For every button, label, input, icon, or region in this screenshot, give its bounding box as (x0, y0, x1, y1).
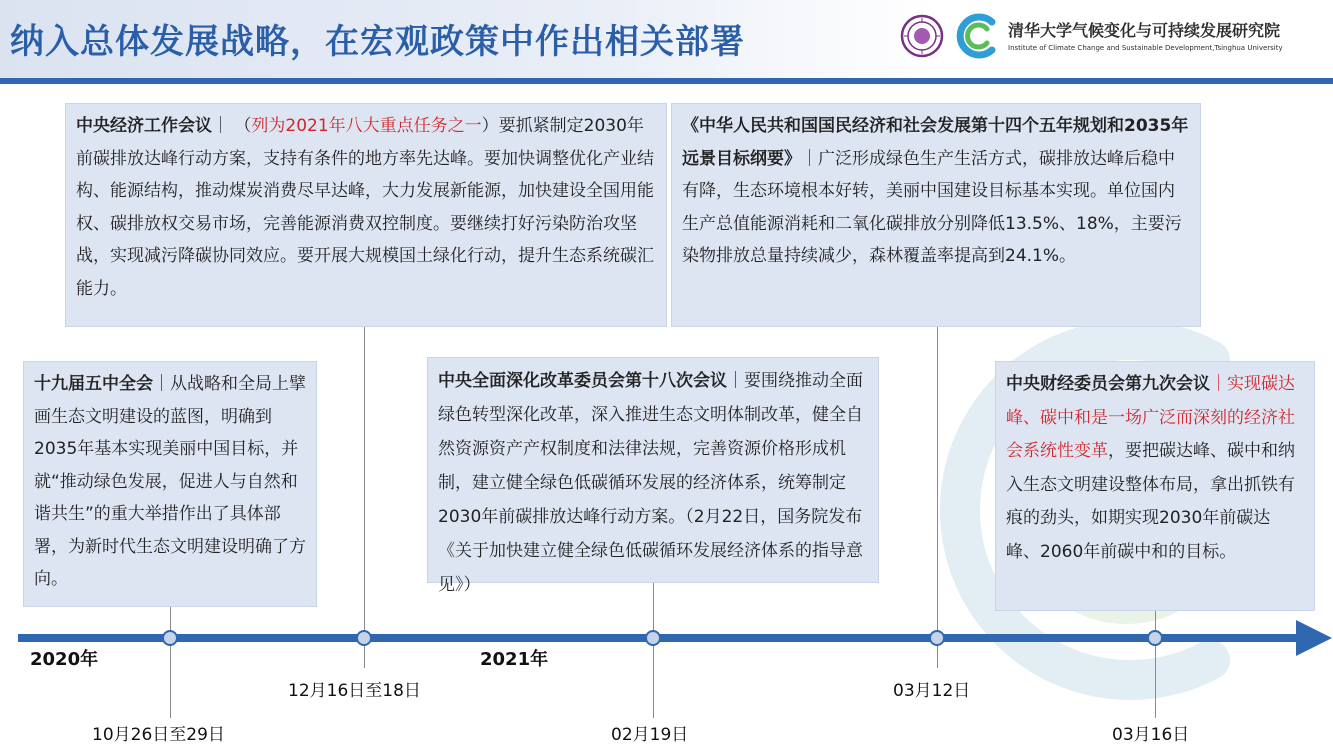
event-highlight: 列为2021年八大重点任务之一 (251, 116, 482, 136)
event-body: ｜要围绕推动全面绿色转型深化改革，深入推进生态文明体制改革，健全自然资源资产产权制度和法律法规，完善资源价格形成机制，建立健全绿色低碳循环发展的经济体系，统筹制定2030年前碳排放达峰行动方案。（2月22日，国务院发布《关于加快建立健全绿色低碳循环发展经济体系的指导意见》） (438, 371, 863, 595)
timeline-axis (18, 634, 1308, 642)
event-heading: 《中华人民共和国国民经济和社会发展第十四个五年规划和2035年远景目标纲要》 (682, 116, 1189, 169)
event-separator: ｜ (1210, 374, 1227, 394)
date-label: 10月26日至29日 (92, 725, 225, 745)
timeline-node (645, 630, 661, 646)
institute-name-en: Institute of Climate Change and Sustainable Development,Tsinghua University (1008, 44, 1283, 52)
event-box-reform-committee (428, 358, 878, 595)
connector-line (1155, 610, 1156, 718)
header-rule (0, 78, 1333, 84)
timeline-arrowhead-icon (1296, 620, 1332, 656)
year-label-2020: 2020年 (30, 649, 99, 670)
event-box-economic-work-conference (66, 104, 666, 326)
page-title: 纳入总体发展战略，在宏观政策中作出相关部署 (10, 22, 745, 62)
date-label: 03月12日 (893, 681, 971, 701)
event-body: ，要把碳达峰、碳中和纳入生态文明建设整体布局，拿出抓铁有痕的劲头，如期实现2030年前碳达峰、2060年前碳中和的目标。 (1006, 441, 1295, 562)
connector-line (170, 606, 171, 718)
event-box-fifth-plenum (24, 362, 316, 606)
connector-line (937, 326, 938, 668)
event-heading: 中央全面深化改革委员会第十八次会议 (438, 371, 727, 391)
event-body: ｜从战略和全局上擘画生态文明建设的蓝图，明确到2035年基本实现美丽中国目标，并就“推动绿色发展，促进人与自然和谐共生”的重大举措作出了具体部署，为新时代生态文明建设明确了方向。 (34, 374, 306, 589)
timeline-node (929, 630, 945, 646)
institute-name-cn: 清华大学气候变化与可持续发展研究院 (1008, 21, 1281, 40)
timeline-node (1147, 630, 1163, 646)
year-label-2021: 2021年 (480, 649, 549, 670)
date-label: 12月16日至18日 (288, 681, 421, 701)
event-box-five-year-plan (672, 104, 1200, 326)
event-separator: ｜ （ (212, 116, 252, 136)
event-highlight: 实现碳达峰、碳中和是一场广泛而深刻的经济社会系统性变革 (1006, 374, 1295, 461)
tsinghua-seal-icon (900, 14, 944, 58)
institute-logo-icon (954, 12, 1000, 60)
timeline-node (356, 630, 372, 646)
event-body: ）要抓紧制定2030年前碳排放达峰行动方案，支持有条件的地方率先达峰。要加快调整优化产业结构、能源结构，推动煤炭消费尽早达峰，大力发展新能源，加快建设全国用能权、碳排放权交易市场，完善能源消费双控制度。要继续打好污染防治攻坚战，实现减污降碳协同效应。要开展大规模国土绿化行动，提升生态系统碳汇能力。 (76, 116, 654, 299)
date-label: 03月16日 (1112, 725, 1190, 745)
connector-line (364, 326, 365, 668)
event-heading: 中央经济工作会议 (76, 116, 212, 136)
date-label: 02月19日 (611, 725, 689, 745)
connector-line (653, 582, 654, 718)
timeline-node (162, 630, 178, 646)
event-heading: 十九届五中全会 (34, 374, 153, 394)
event-box-finance-committee (996, 362, 1314, 610)
event-heading: 中央财经委员会第九次会议 (1006, 374, 1210, 394)
event-body: ｜广泛形成绿色生产生活方式，碳排放达峰后稳中有降，生态环境根本好转，美丽中国建设目标基本实现。单位国内生产总值能源消耗和二氧化碳排放分别降低13.5%、18%，主要污染物排放总量持续减少，森林覆盖率提高到24.1%。 (682, 148, 1182, 266)
